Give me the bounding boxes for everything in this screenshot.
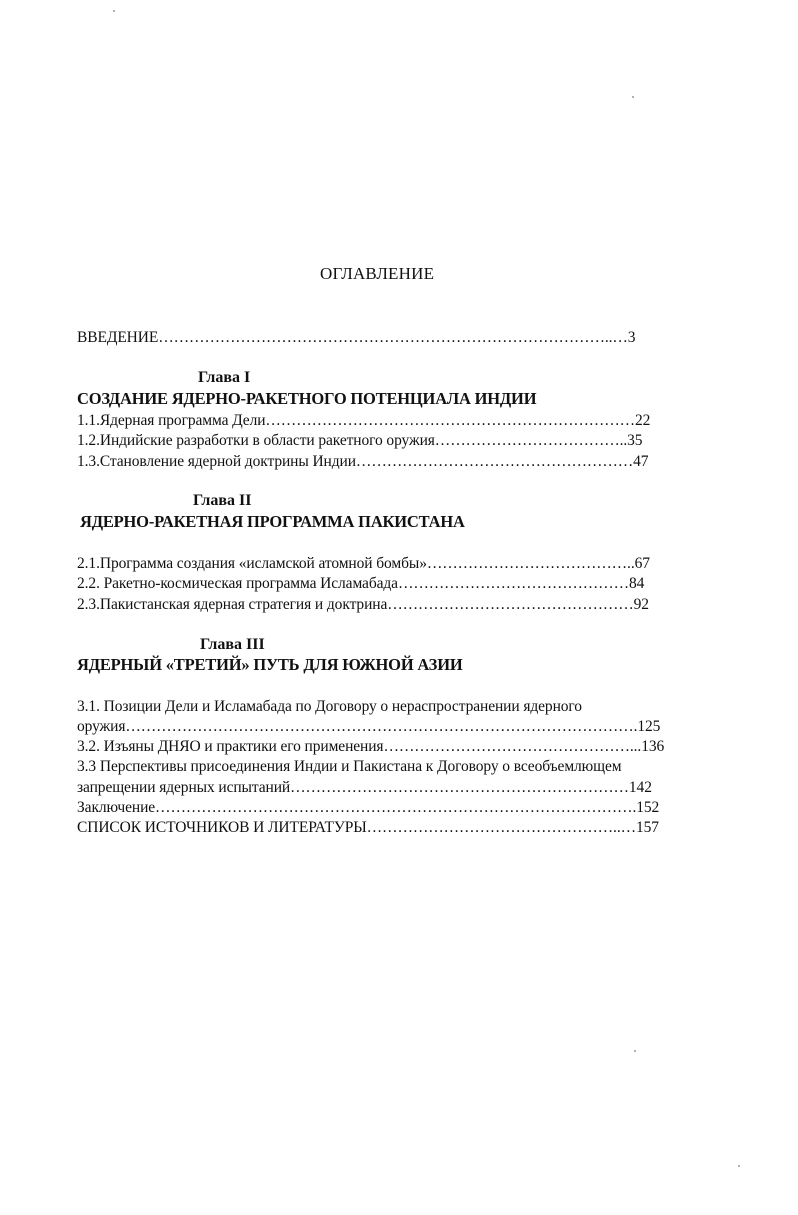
toc-entry-1-2: 1.2.Индийские разработки в области ракетного оружия………………………………..35	[77, 432, 643, 449]
chapter-2-title: ЯДЕРНО-РАКЕТНАЯ ПРОГРАММА ПАКИСТАНА	[80, 512, 465, 531]
toc-entry-1-1: 1.1.Ядерная программа Дели………………………………………………………………22	[77, 412, 651, 429]
chapter-3-label: Глава III	[200, 636, 265, 653]
toc-entry-3-2: 3.2. Изъяны ДНЯО и практики его применения…………………………………………...136	[77, 738, 665, 755]
scan-speck	[632, 96, 634, 98]
toc-heading: ОГЛАВЛЕНИЕ	[320, 264, 435, 283]
chapter-2-label: Глава II	[193, 492, 252, 509]
scan-speck	[634, 1050, 636, 1052]
toc-entry-2-2: 2.2. Ракетно-космическая программа Исламабада………………………………………84	[77, 575, 645, 592]
toc-entry-2-3: 2.3.Пакистанская ядерная стратегия и доктрина…………………………………………92	[77, 596, 649, 613]
toc-entry-1-3: 1.3.Становление ядерной доктрины Индии………………………………………………47	[77, 453, 649, 470]
chapter-1-title: СОЗДАНИЕ ЯДЕРНО-РАКЕТНОГО ПОТЕНЦИАЛА ИНДИИ	[77, 389, 537, 408]
chapter-1-label: Глава I	[198, 369, 251, 386]
toc-entry-3-1-line-1: 3.1. Позиции Дели и Исламабада по Договору о нераспространении ядерного	[77, 698, 582, 715]
toc-conclusion-entry: Заключение………………………………………………………………………………….152	[77, 799, 660, 816]
toc-sources-entry: СПИСОК ИСТОЧНИКОВ И ЛИТЕРАТУРЫ…………………………………………..…157	[77, 819, 659, 836]
toc-entry-3-3-line-2: запрещении ядерных испытаний…………………………………………………………142	[77, 779, 652, 796]
chapter-3-title: ЯДЕРНЫЙ «ТРЕТИЙ» ПУТЬ ДЛЯ ЮЖНОЙ АЗИИ	[77, 655, 463, 674]
toc-entry-3-3-line-1: 3.3 Перспективы присоединения Индии и Пакистана к Договору о всеобъемлющем	[77, 758, 622, 775]
toc-entry-2-1: 2.1.Программа создания «исламской атомной бомбы»…………………………………..67	[77, 555, 650, 572]
toc-entry-3-1-line-2: оружия……………………………………………………………………………………….125	[77, 718, 661, 735]
scan-speck	[113, 10, 115, 12]
toc-intro-entry: ВВЕДЕНИЕ……………………………………………………………………………..…3	[77, 329, 636, 346]
scan-speck	[738, 1165, 740, 1167]
